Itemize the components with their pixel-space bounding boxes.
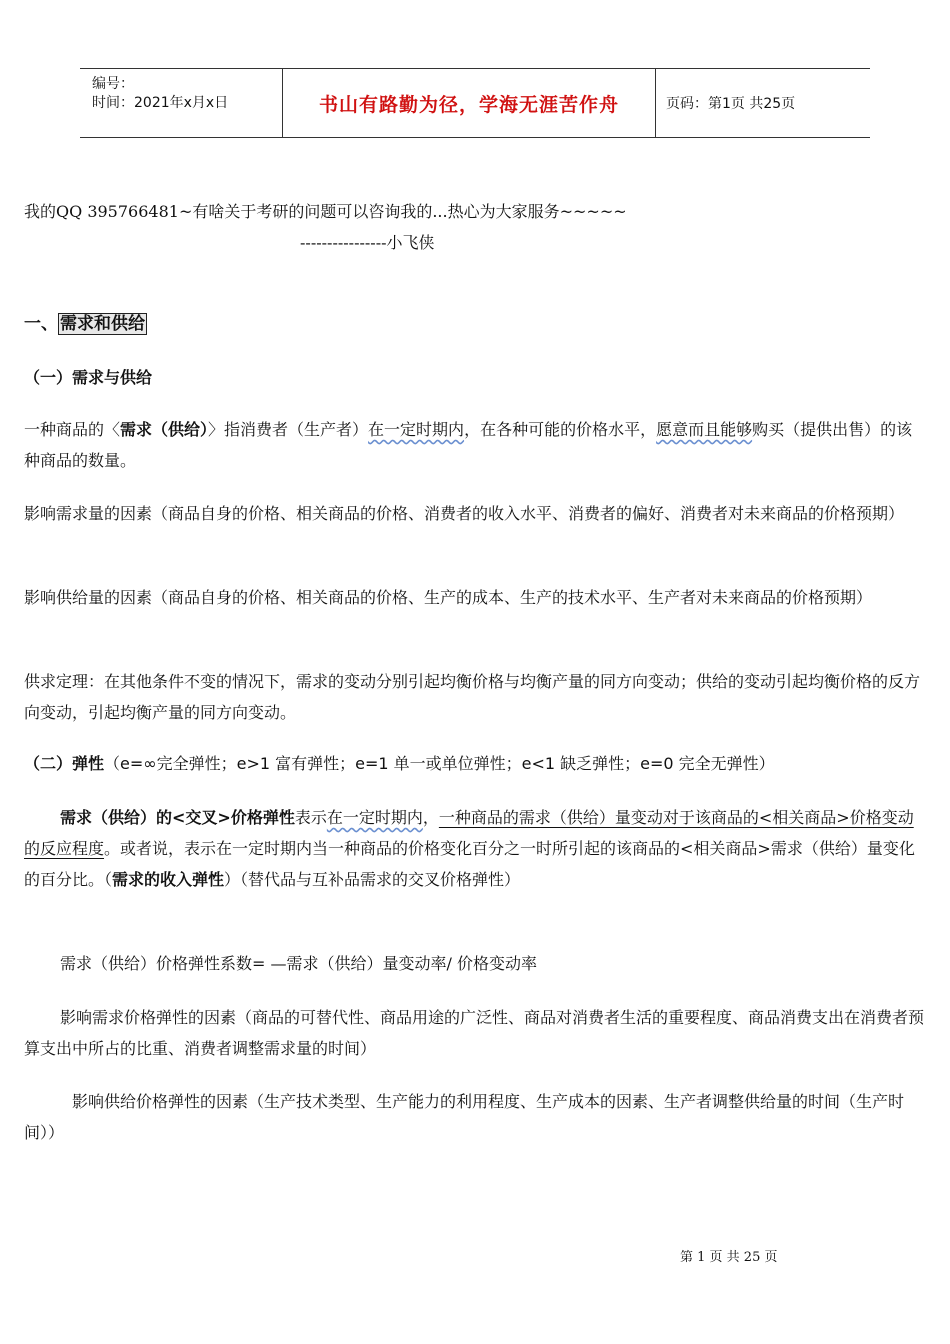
header-date: 时间：2021年x月x日 <box>92 95 229 111</box>
subsection-2-label: （二）弹性 <box>24 754 105 773</box>
paragraph-supply-factors: 影响供给量的因素（商品自身的价格、相关商品的价格、生产的成本、生产的技术水平、生产者对未来商品的价格预期） <box>24 588 873 607</box>
bold-term: 需求的收入弹性 <box>112 870 225 889</box>
text: 表示 <box>294 808 327 827</box>
text: ， <box>422 808 439 827</box>
text: 一种商品的〈 <box>24 420 121 439</box>
wavy-text: 愿意而且能够 <box>656 420 753 439</box>
header-left-cell <box>80 69 282 137</box>
subsection-2-title <box>24 748 926 779</box>
intro-line-1: 我的QQ 395766481~有啥关于考研的问题可以咨询我的...热心为大家服务~~~~~ <box>24 202 627 221</box>
bold-term: 需求（供给）的<交叉>价格弹性 <box>60 808 295 827</box>
bold-term: 需求（供给） <box>120 420 209 439</box>
subsection-1-title: （一）需求与供给 <box>24 368 153 387</box>
paragraph-demand-elasticity-factors: 影响需求价格弹性的因素（商品的可替代性、商品用途的广泛性、商品对消费者生活的重要程度、商品消费支出在消费者预算支出中所占的比重、消费者调整需求量的时间） <box>24 1008 925 1058</box>
wavy-text: 在一定时期内 <box>326 808 423 827</box>
header-number: 编号： <box>92 76 134 92</box>
section-heading <box>24 309 926 340</box>
paragraph-demand-factors: 影响需求量的因素（商品自身的价格、相关商品的价格、消费者的收入水平、消费者的偏好、消费者对未来商品的价格预期） <box>24 504 905 523</box>
text: 〉指消费者（生产者） <box>208 420 369 439</box>
paragraph-elasticity-formula: 需求（供给）价格弹性系数= —需求（供给）量变动率/ 价格变动率 <box>60 954 537 973</box>
text: ，在各种可能的价格水平， <box>464 420 657 439</box>
underlined-text: 一种商品的需求（供给）量变动对于该商品的<相关商品>价格变动的反应程度 <box>24 808 914 858</box>
section-number: 一、 <box>24 314 58 334</box>
text: 购买（提供出售）的该种商品的数量。 <box>24 420 913 470</box>
page-header <box>80 68 870 138</box>
header-page-number: 页码：第1页 共25页 <box>666 96 796 112</box>
text: ）（替代品与互补品需求的交叉价格弹性） <box>224 870 521 889</box>
text: 。或者说，表示在一定时期内当一种商品的价格变化百分之一时所引起的该商品的<相关商品>需求（供给）量变化的百分比。（ <box>24 839 915 889</box>
paragraph-demand-definition <box>24 414 926 476</box>
intro-line-2: ----------------小飞侠 <box>300 233 435 252</box>
section-title: 需求和供给 <box>60 314 145 334</box>
paragraph-supply-elasticity-factors: 影响供给价格弹性的因素（生产技术类型、生产能力的利用程度、生产成本的因素、生产者调整供给量的时间（生产时间）） <box>24 1092 905 1142</box>
wavy-text: 在一定时期内 <box>368 420 465 439</box>
page-footer: 第 1 页 共 25 页 <box>680 1250 778 1265</box>
elasticity-types: （e=∞完全弹性；e>1 富有弹性；e=1 单一或单位弹性；e<1 缺乏弹性；e=0 完全无弹性） <box>104 754 775 773</box>
paragraph-cross-elasticity <box>24 802 926 895</box>
paragraph-supply-demand-theorem: 供求定理：在其他条件不变的情况下，需求的变动分别引起均衡价格与均衡产量的同方向变动；供给的变动引起均衡价格的反方向变动，引起均衡产量的同方向变动。 <box>24 672 921 722</box>
header-motto: 书山有路勤为径，学海无涯苦作舟 <box>282 69 656 137</box>
